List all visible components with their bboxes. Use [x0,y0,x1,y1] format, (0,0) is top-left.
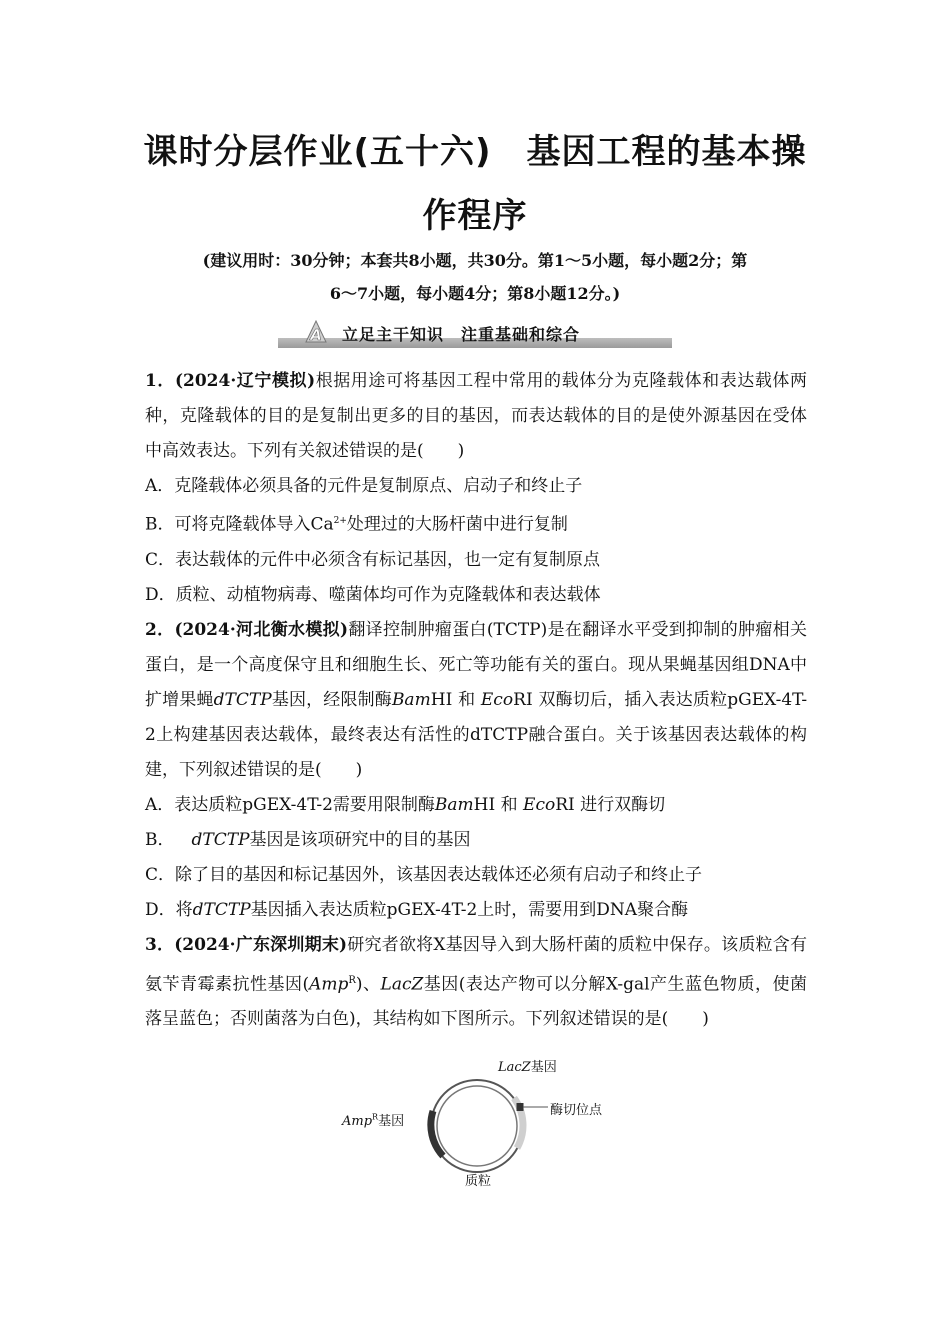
enzyme-eco-tail: RⅠ [513,689,533,710]
question-3-number: 3． [145,934,175,955]
question-1-option-a: A．克隆载体必须具备的元件是复制原点、启动子和终止子 [145,476,583,496]
amp-label-italic: Amp [342,1114,373,1129]
question-3-text-2: )、 [355,974,381,995]
enzyme-eco: Eco [523,794,556,815]
enzyme-bam-tail: HⅠ [473,794,496,815]
question-1-source: (2024·辽宁模拟) [174,371,316,391]
lacz-label-italic: LacZ [498,1060,531,1075]
enzyme-bam: Bam [434,794,474,815]
option-b-text: 基因是该项研究中的目的基因 [249,829,471,850]
section-badge-icon [304,320,328,344]
time-note-line1: (建议用时：30分钟；本套共8小题，共30分。第1～5小题，每小题2分；第 [202,251,748,270]
question-2-option-c: C．除了目的基因和标记基因外，该基因表达载体还必须有启动子和终止子 [145,864,703,885]
option-d-text-post: 基因插入表达质粒pGEX-4T-2上时，需要用到DNA聚合酶 [250,899,689,920]
enzyme-bam: Bam [391,689,431,710]
option-b-text-post: 处理过的大肠杆菌中进行复制 [346,514,568,535]
amp-superscript: R [348,974,356,986]
question-2-source: (2024·河北衡水模拟) [174,619,349,640]
question-2-option-b [145,823,807,858]
amp-label-sup: R [372,1112,379,1122]
question-1-number: 1． [145,371,175,391]
question-2-option-d [145,893,807,928]
plasmid-ring-outer [431,1080,523,1172]
question-2-text-3: 双酶切后，插入表达质粒pGEX-4T-2上构建基因表达载体，最终表达有活性的dTCTP融合蛋白。关于该基因表达载体的构建，下列叙述错误的是( ) [145,689,808,780]
conj-and: 和 [458,689,476,710]
time-note-line2: 6～7小题，每小题4分；第8小题12分。) [329,284,621,303]
section-banner [278,320,672,348]
question-2-text-2: 基因，经限制酶 [271,689,392,710]
question-1-text: 根据用途可将基因工程中常用的载体分为克隆载体和表达载体两种，克隆载体的目的是复制出更多的目的基因，而表达载体的目的是使外源基因在受体中高效表达。下列有关叙述错误的是( ) [145,371,807,461]
time-note [140,244,810,310]
question-3-source: (2024·广东深圳期末) [174,934,348,955]
question-3-text-3: 基因(表达产物可以分解X-gal产生蓝色物质，使菌落呈蓝色；否则菌落为白色)，其结构如下图所示。下列叙述错误的是( ) [145,974,808,1030]
question-2-stem [145,613,807,788]
plasmid-label: 质粒 [465,1174,492,1189]
option-d-text-pre: D．将 [145,899,193,920]
question-2-text-1: 翻译控制肿瘤蛋白(TCTP)是在翻译水平受到抑制的肿瘤相关蛋白，是一个高度保守且和细胞生长、死亡等功能有关的蛋白。现从果蝇基因组DNA中扩增果蝇 [145,619,807,710]
amp-gene: Amp [309,974,349,995]
question-1-option-c: C．表达载体的元件中必须含有标记基因，也一定有复制原点 [145,549,601,570]
option-b-text-pre: B．可将克隆载体导入Ca [145,514,334,535]
option-a-text-post: 进行双酶切 [580,794,666,815]
gene-name: dTCTP [213,689,272,710]
question-3-text-1: 研究者欲将X基因导入到大肠杆菌的质粒中保存。该质粒含有氨苄青霉素抗性基因( [145,934,807,995]
question-2-option-a [145,788,807,823]
lacz-label-suffix: 基因 [530,1060,557,1075]
lacz-label [498,1056,557,1075]
question-3-stem [145,928,807,1038]
enzyme-eco: Eco [480,689,514,710]
amp-segment [431,1111,443,1156]
question-2-number: 2． [145,619,175,640]
lacz-gene: LacZ [380,974,424,995]
enzyme-bam-tail: HⅠ [430,689,453,710]
option-b-label: B． [145,829,175,850]
page-title-line1: 课时分层作业(五十六) 基因工程的基本操 [143,132,807,172]
question-1-option-b [145,504,807,543]
plasmid-ring-inner [437,1086,517,1166]
section-title: 立足主干知识 注重基础和综合 [342,325,581,344]
question-1-option-d: D．质粒、动植物病毒、噬菌体均可作为克隆载体和表达载体 [145,584,601,605]
option-a-text-pre: A．表达质粒pGEX-4T-2需要用限制酶 [145,794,435,815]
page-title-line2: 作程序 [422,196,528,236]
amp-label [342,1110,404,1129]
plasmid-figure [330,1052,630,1192]
enzyme-eco-tail: RⅠ [555,794,575,815]
ca-charge: 2+ [333,516,347,526]
amp-label-suffix: 基因 [378,1114,405,1129]
gene-name: dTCTP [191,829,250,850]
gene-name: dTCTP [192,899,251,920]
cut-site-label: 酶切位点 [550,1103,603,1118]
cut-site-mark [517,1103,524,1111]
conj-and: 和 [500,794,518,815]
section-badge-letter: A [310,326,322,344]
questions [145,364,807,1037]
question-1-stem [145,364,807,469]
